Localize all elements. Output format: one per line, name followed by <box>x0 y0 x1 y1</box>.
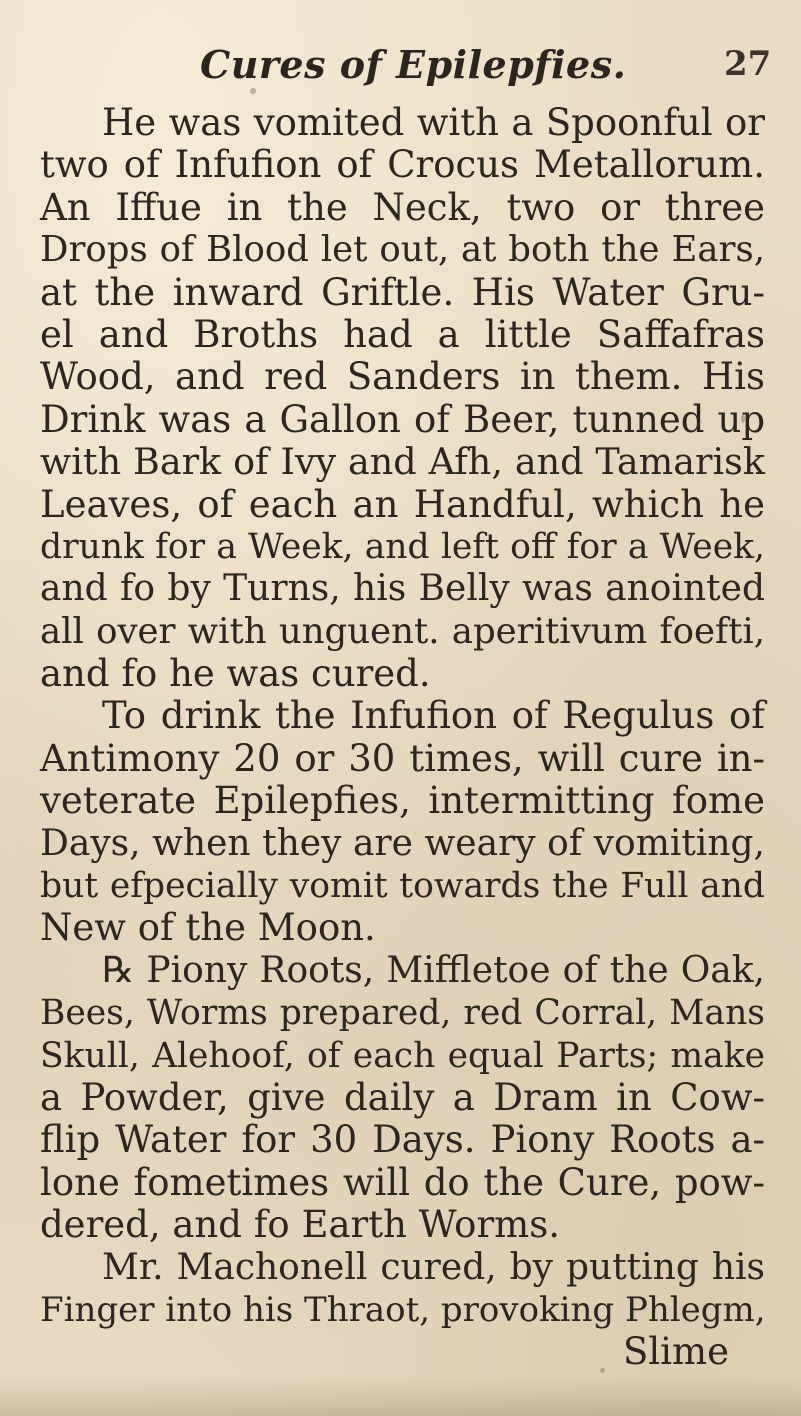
paper-speck <box>600 1368 605 1373</box>
text-line: two of Infufion of Crocus Metallorum. <box>40 143 765 187</box>
text-line: flip Water for 30 Days. Piony Roots a- <box>40 1118 765 1162</box>
running-head <box>0 42 801 92</box>
text-line: To drink the Infufion of Regulus of <box>102 694 765 738</box>
text-line: Skull, Alehoof, of each equal Parts; make <box>40 1035 765 1076</box>
text-line: lone fometimes will do the Cure, pow- <box>40 1160 765 1204</box>
text-line: and fo by Turns, his Belly was anointed <box>40 568 765 610</box>
text-line: Leaves, of each an Handful, which he <box>40 482 765 526</box>
text-line: An Iffue in the Neck, two or three <box>40 185 765 229</box>
page-edge-shadow <box>0 1376 801 1416</box>
text-line: at the inward Griftle. His Water Gru- <box>40 270 765 314</box>
text-line: el and Broths had a little Saffafras <box>40 312 765 356</box>
text-line: Bees, Worms prepared, red Corral, Mans <box>40 993 765 1034</box>
text-line: New of the Moon. <box>40 906 376 950</box>
text-line: drunk for a Week, and left off for a Week, <box>40 526 765 567</box>
catchword: Slime <box>623 1330 729 1374</box>
text-line: Wood, and red Sanders in them. His <box>40 355 765 399</box>
text-line: Finger into his Thraot, provoking Phlegm, <box>40 1289 766 1330</box>
text-line: dered, and fo Earth Worms. <box>40 1203 560 1247</box>
text-line: Mr. Machonell cured, by putting his <box>102 1246 765 1288</box>
text-line: all over with unguent. aperitivum foefti, <box>40 610 765 652</box>
text-line: Days, when they are weary of vomiting, <box>40 822 765 864</box>
text-line: but efpecially vomit towards the Full and <box>40 866 765 907</box>
text-line: and fo he was cured. <box>40 652 431 696</box>
paper-speck <box>250 88 256 94</box>
page-number: 27 <box>724 44 772 84</box>
text-line: with Bark of Ivy and Afh, and Tamarisk <box>40 440 765 484</box>
text-line: Drops of Blood let out, at both the Ears, <box>40 229 765 271</box>
text-line: Drink was a Gallon of Beer, tunned up <box>40 397 765 441</box>
text-line: Antimony 20 or 30 times, will cure in- <box>40 736 765 780</box>
text-line: He was vomited with a Spoonful or <box>102 101 765 144</box>
text-line: veterate Epilepfies, intermitting fome <box>40 779 765 823</box>
paper-speck <box>741 414 745 423</box>
text-line: a Powder, give daily a Dram in Cow- <box>40 1075 765 1119</box>
running-title: Cures of Epilepfies. <box>200 42 627 87</box>
text-line: ℞ Piony Roots, Miffletoe of the Oak, <box>102 949 765 991</box>
body-text <box>40 102 765 1374</box>
